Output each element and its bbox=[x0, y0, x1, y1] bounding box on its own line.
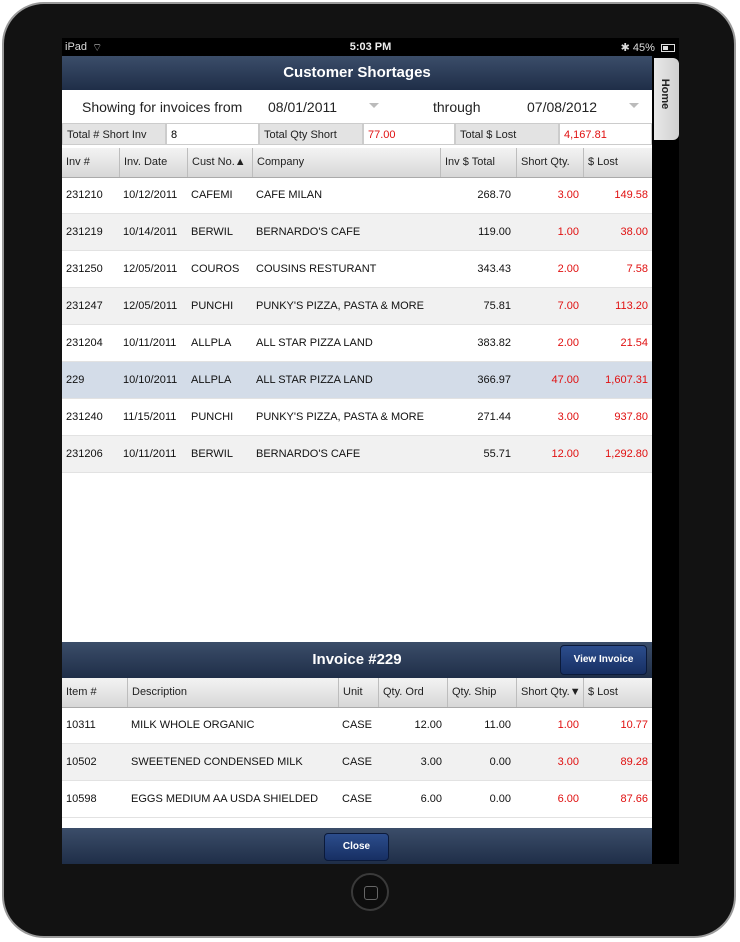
cust-no: COUROS bbox=[191, 263, 240, 275]
cust-no: PUNCHI bbox=[191, 411, 234, 423]
inv-number: 231250 bbox=[66, 263, 103, 275]
item-number: 10502 bbox=[66, 756, 97, 768]
invoice-table-header bbox=[62, 148, 652, 178]
from-date-dropdown-icon[interactable] bbox=[369, 103, 379, 108]
qty-ord: 6.00 bbox=[420, 793, 442, 805]
cust-no: PUNCHI bbox=[191, 300, 234, 312]
right-rail bbox=[652, 56, 679, 864]
qty-ord: 12.00 bbox=[414, 719, 442, 731]
dollar-lost: 1,292.80 bbox=[605, 448, 648, 460]
total-lost-label: Total $ Lost bbox=[455, 123, 559, 145]
detail-table-header bbox=[62, 678, 652, 708]
total-short-inv-label: Total # Short Inv bbox=[62, 123, 166, 145]
col-qty-ship[interactable]: Qty. Ship bbox=[447, 678, 516, 707]
dollar-lost: 149.58 bbox=[614, 189, 648, 201]
invoice-detail-bar bbox=[62, 642, 652, 678]
item-description: EGGS MEDIUM AA USDA SHIELDED bbox=[131, 793, 319, 805]
table-row[interactable] bbox=[62, 436, 652, 473]
item-unit: CASE bbox=[342, 756, 372, 768]
inv-total: 55.71 bbox=[483, 448, 511, 460]
through-label: through bbox=[433, 99, 481, 115]
filter-label: Showing for invoices from bbox=[82, 99, 243, 115]
device-name: iPad bbox=[65, 41, 88, 53]
home-tab[interactable] bbox=[654, 58, 679, 140]
bluetooth-icon: ✱ bbox=[620, 42, 630, 54]
short-qty: 3.00 bbox=[557, 189, 579, 201]
battery-indicator bbox=[621, 41, 675, 54]
short-qty: 2.00 bbox=[557, 263, 579, 275]
col-inv-total[interactable]: Inv $ Total bbox=[440, 148, 516, 177]
short-qty: 7.00 bbox=[557, 300, 579, 312]
inv-number: 231240 bbox=[66, 411, 103, 423]
item-short-qty: 3.00 bbox=[557, 756, 579, 768]
wifi-icon: ⌔ bbox=[92, 42, 103, 54]
item-dollar-lost: 89.28 bbox=[620, 756, 648, 768]
inv-total: 383.82 bbox=[477, 337, 511, 349]
col-cust-no[interactable]: Cust No.▲ bbox=[187, 148, 252, 177]
inv-total: 343.43 bbox=[477, 263, 511, 275]
page-title: Customer Shortages bbox=[62, 56, 652, 90]
col-description[interactable]: Description bbox=[127, 678, 338, 707]
view-invoice-button[interactable]: View Invoice bbox=[560, 645, 647, 675]
inv-date: 10/10/2011 bbox=[123, 374, 178, 386]
item-description: SWEETENED CONDENSED MILK bbox=[131, 756, 303, 768]
cust-no: CAFEMI bbox=[191, 189, 233, 201]
inv-date: 12/05/2011 bbox=[123, 263, 178, 275]
item-number: 10598 bbox=[66, 793, 97, 805]
list-item[interactable] bbox=[62, 781, 652, 818]
inv-date: 11/15/2011 bbox=[123, 411, 177, 423]
item-number: 10311 bbox=[66, 719, 96, 731]
to-date-dropdown-icon[interactable] bbox=[629, 103, 639, 108]
inv-date: 10/11/2011 bbox=[123, 448, 177, 460]
col-detail-dollar-lost[interactable]: $ Lost bbox=[583, 678, 652, 707]
inv-number: 229 bbox=[66, 374, 85, 386]
cust-no: BERWIL bbox=[191, 448, 233, 460]
home-tab-label: Home bbox=[659, 78, 671, 110]
inv-total: 268.70 bbox=[477, 189, 511, 201]
item-short-qty: 6.00 bbox=[557, 793, 579, 805]
cust-no: ALLPLA bbox=[191, 374, 232, 386]
dollar-lost: 113.20 bbox=[615, 300, 648, 312]
short-qty: 3.00 bbox=[557, 411, 579, 423]
short-qty: 2.00 bbox=[557, 337, 579, 349]
company: BERNARDO'S CAFE bbox=[256, 448, 361, 460]
dollar-lost: 38.00 bbox=[620, 226, 648, 238]
qty-ship: 0.00 bbox=[489, 756, 511, 768]
table-row[interactable] bbox=[62, 325, 652, 362]
table-row[interactable] bbox=[62, 399, 652, 436]
short-qty: 1.00 bbox=[557, 226, 579, 238]
dollar-lost: 937.80 bbox=[614, 411, 648, 423]
inv-number: 231247 bbox=[66, 300, 103, 312]
col-company[interactable]: Company bbox=[252, 148, 440, 177]
col-dollar-lost[interactable]: $ Lost bbox=[583, 148, 652, 177]
inv-total: 119.00 bbox=[478, 226, 511, 238]
company: BERNARDO'S CAFE bbox=[256, 226, 361, 238]
qty-ord: 3.00 bbox=[420, 756, 442, 768]
clock: 5:03 PM bbox=[349, 41, 392, 53]
total-lost-value: 4,167.81 bbox=[559, 123, 652, 145]
table-row[interactable] bbox=[62, 214, 652, 251]
qty-ship: 0.00 bbox=[489, 793, 511, 805]
col-inv-number[interactable]: Inv # bbox=[66, 156, 90, 168]
table-row[interactable] bbox=[62, 177, 652, 214]
col-short-qty[interactable]: Short Qty. bbox=[516, 148, 583, 177]
from-date[interactable]: 08/01/2011 bbox=[268, 99, 338, 115]
inv-number: 231206 bbox=[66, 448, 103, 460]
list-item[interactable] bbox=[62, 744, 652, 781]
home-button[interactable] bbox=[351, 873, 389, 911]
company: COUSINS RESTURANT bbox=[256, 263, 377, 275]
inv-total: 75.81 bbox=[483, 300, 511, 312]
inv-number: 231210 bbox=[66, 189, 103, 201]
screen bbox=[62, 38, 679, 864]
dollar-lost: 1,607.31 bbox=[605, 374, 648, 386]
cust-no: ALLPLA bbox=[191, 337, 232, 349]
total-short-inv-value: 8 bbox=[166, 123, 259, 145]
footer-bar bbox=[62, 828, 652, 864]
col-unit[interactable]: Unit bbox=[338, 678, 378, 707]
col-qty-ord[interactable]: Qty. Ord bbox=[378, 678, 447, 707]
company: ALL STAR PIZZA LAND bbox=[256, 374, 373, 386]
cust-no: BERWIL bbox=[191, 226, 233, 238]
item-short-qty: 1.00 bbox=[557, 719, 579, 731]
inv-total: 366.97 bbox=[477, 374, 511, 386]
qty-ship: 11.00 bbox=[484, 719, 511, 731]
inv-total: 271.44 bbox=[477, 411, 511, 423]
col-inv-date[interactable]: Inv. Date bbox=[119, 148, 187, 177]
table-row[interactable] bbox=[62, 288, 652, 325]
company: CAFE MILAN bbox=[256, 189, 323, 201]
table-row-selected[interactable] bbox=[62, 362, 652, 399]
col-detail-short-qty[interactable]: Short Qty.▼ bbox=[516, 678, 583, 707]
to-date[interactable]: 07/08/2012 bbox=[527, 99, 598, 115]
item-unit: CASE bbox=[342, 719, 372, 731]
date-filter bbox=[62, 90, 652, 123]
company: ALL STAR PIZZA LAND bbox=[256, 337, 373, 349]
total-qty-short-label: Total Qty Short bbox=[259, 123, 363, 145]
dollar-lost: 7.58 bbox=[626, 263, 648, 275]
dollar-lost: 21.54 bbox=[620, 337, 648, 349]
item-dollar-lost: 10.77 bbox=[620, 719, 648, 731]
short-qty: 47.00 bbox=[551, 374, 579, 386]
totals-bar bbox=[62, 123, 652, 146]
list-item[interactable] bbox=[62, 707, 652, 744]
inv-number: 231204 bbox=[66, 337, 103, 349]
inv-date: 12/05/2011 bbox=[123, 300, 178, 312]
battery-percent: 45% bbox=[632, 42, 655, 54]
battery-icon bbox=[661, 44, 675, 52]
company: PUNKY'S PIZZA, PASTA & MORE bbox=[256, 411, 424, 423]
close-button[interactable]: Close bbox=[324, 833, 389, 861]
status-bar bbox=[62, 38, 679, 56]
invoice-detail-title: Invoice #229 bbox=[312, 651, 402, 668]
item-description: MILK WHOLE ORGANIC bbox=[131, 719, 255, 731]
item-unit: CASE bbox=[342, 793, 372, 805]
item-dollar-lost: 87.66 bbox=[620, 793, 648, 805]
company: PUNKY'S PIZZA, PASTA & MORE bbox=[256, 300, 424, 312]
total-qty-short-value: 77.00 bbox=[363, 123, 455, 145]
inv-date: 10/14/2011 bbox=[123, 226, 178, 238]
inv-date: 10/12/2011 bbox=[123, 189, 178, 201]
inv-number: 231219 bbox=[66, 226, 103, 238]
col-item-number[interactable]: Item # bbox=[66, 686, 97, 698]
table-row[interactable] bbox=[62, 251, 652, 288]
short-qty: 12.00 bbox=[551, 448, 579, 460]
inv-date: 10/11/2011 bbox=[123, 337, 177, 349]
